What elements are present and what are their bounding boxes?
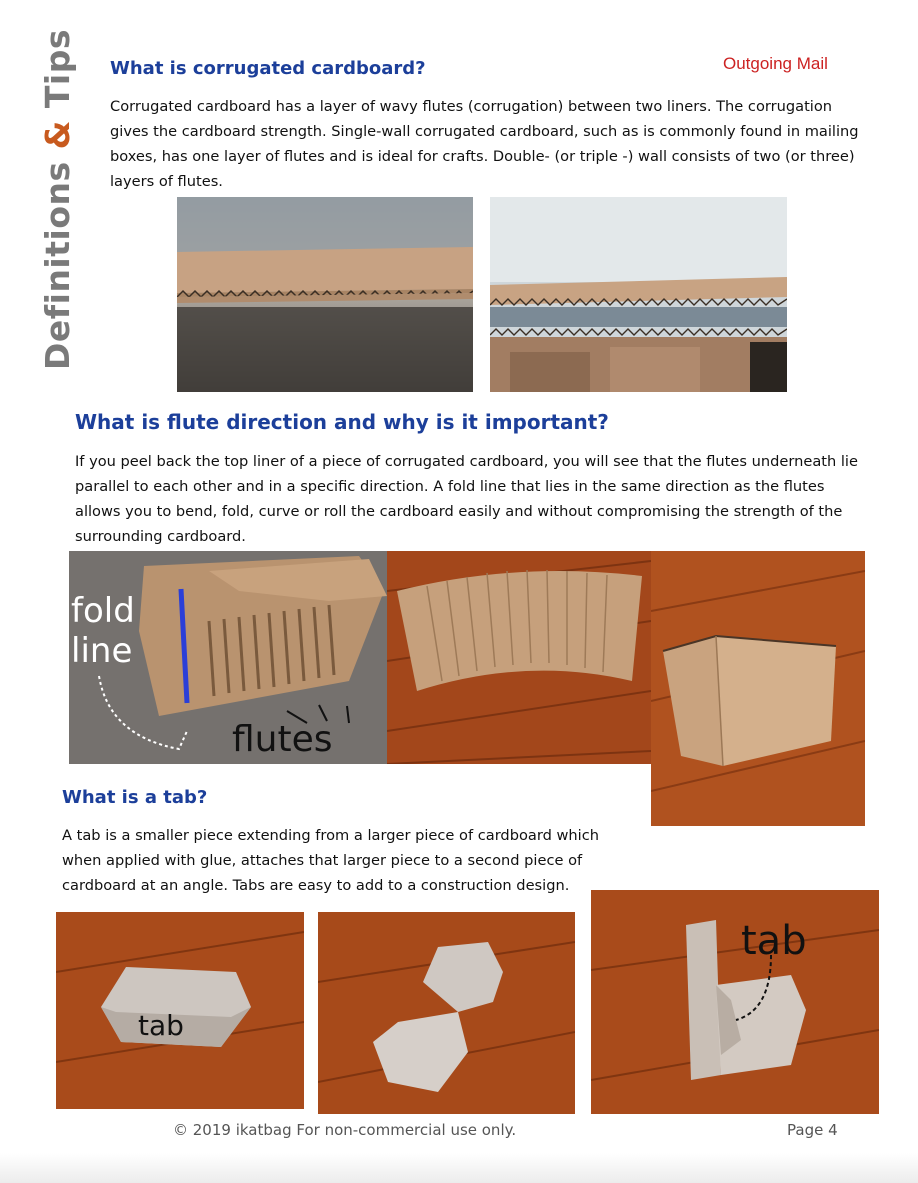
- paragraph-tab: A tab is a smaller piece extending from a larger piece of cardboard which when applied with glue, attaches that larger piece to a second piece of cardboard at an angle. Tabs are easy to add to a construction design.: [62, 827, 599, 894]
- side-title-amp: &: [38, 120, 77, 150]
- double-wall-cardboard-photo: [490, 197, 787, 392]
- fold-line-flutes-photo: [69, 551, 387, 764]
- heading-corrugated: What is corrugated cardboard?: [110, 58, 426, 79]
- fold-label-line2: line: [71, 631, 133, 671]
- folded-cardboard-photo: [651, 551, 865, 826]
- tab-attached-photo: [591, 890, 879, 1114]
- two-tab-pieces-photo: [318, 912, 575, 1114]
- fold-label: [71, 591, 135, 671]
- curved-cardboard-photo: [387, 551, 651, 764]
- paragraph-corrugated: Corrugated cardboard has a layer of wavy flutes (corrugation) between two liners. The corrugation gives the cardboard strength. Single-wall corrugated cardboard, such as is commonly found in mailing boxes, has one layer of flutes and is ideal for crafts. Double- (or triple -) wall consists of two (or three) layers of flutes.: [110, 98, 859, 190]
- heading-tab: What is a tab?: [62, 787, 208, 808]
- footer-copyright: © 2019 ikatbag For non-commercial use only.: [173, 1121, 517, 1139]
- tab-label-1: tab: [138, 1009, 184, 1042]
- single-wall-cardboard-photo: [177, 197, 473, 392]
- side-title: [38, 29, 77, 370]
- heading-flute-direction: What is flute direction and why is it important?: [75, 410, 609, 434]
- flutes-label: flutes: [232, 719, 333, 760]
- category-label: Outgoing Mail: [723, 54, 828, 73]
- page-number: Page 4: [787, 1121, 838, 1139]
- side-title-end: Tips: [38, 29, 77, 121]
- side-title-main: Definitions: [38, 149, 77, 370]
- paragraph-flute-direction: If you peel back the top liner of a piece of corrugated cardboard, you will see that the flutes underneath lie parallel to each other and in a specific direction. A fold line that lies in the same direction as the flutes allows you to bend, fold, curve or roll the cardboard easily and without compromising the strength of the surrounding cardboard.: [75, 453, 858, 545]
- tab-piece-photo: [56, 912, 304, 1109]
- page-bottom-shadow: [0, 1153, 918, 1183]
- fold-label-line1: fold: [71, 591, 135, 631]
- tab-label-3: tab: [741, 918, 807, 964]
